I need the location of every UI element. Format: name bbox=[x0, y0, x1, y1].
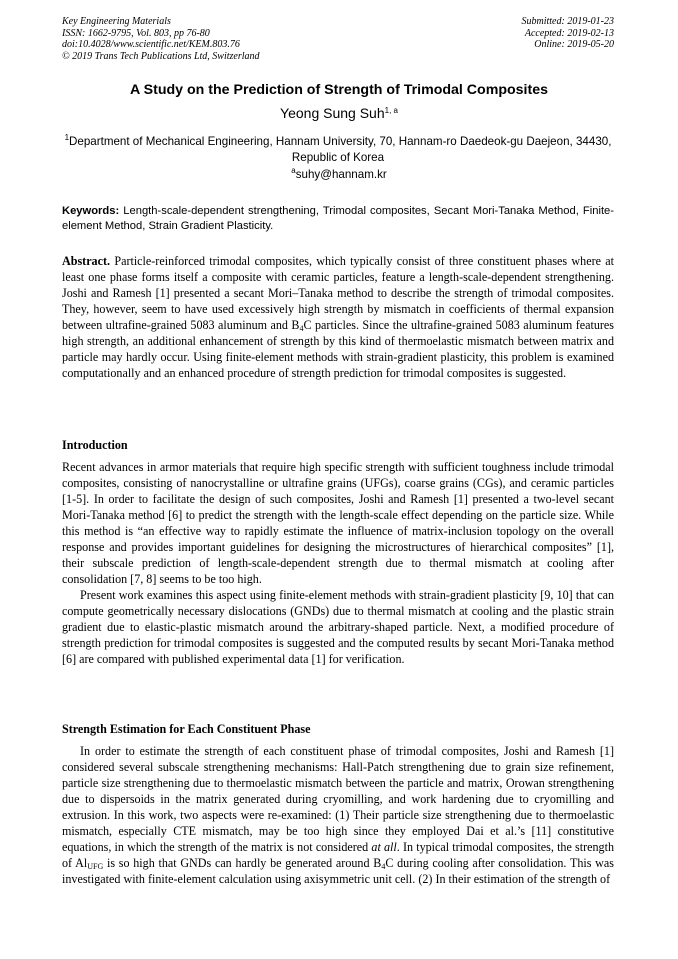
keywords bbox=[62, 204, 614, 233]
keywords-label: Keywords: bbox=[62, 205, 120, 217]
keywords-text: Length-scale-dependent strengthening, Trimodal composites, Secant Mori-Tanaka Method, Finite-element Method, Strain Gradient Plasticity. bbox=[62, 205, 614, 232]
author-mark: 1, a bbox=[384, 106, 398, 115]
strength-body bbox=[62, 743, 614, 887]
affiliation-mark: 1 bbox=[64, 133, 70, 142]
submitted-date: Submitted: 2019-01-23 bbox=[521, 16, 614, 27]
affiliation-text: Department of Mechanical Engineering, Hannam University, 70, Hannam-ro Daedeok-gu Daejeon, 34430, Republic of Korea bbox=[69, 135, 612, 164]
introduction-body bbox=[62, 459, 614, 667]
journal-name: Key Engineering Materials bbox=[62, 16, 171, 27]
publication-dates bbox=[522, 16, 615, 51]
abstract bbox=[62, 253, 614, 381]
author bbox=[0, 105, 678, 121]
email-address: suhy@hannam.kr bbox=[295, 168, 387, 181]
author-name: Yeong Sung Suh bbox=[280, 105, 385, 121]
strength-paragraph bbox=[62, 743, 614, 887]
strength-emphasis: at all bbox=[371, 840, 397, 854]
abstract-text-2: C particles. Since the ultrafine-grained 5083 aluminum features high strength, an additional enhancement of strength by this kind of thermoelastic mismatch between matrix and particle may hardly occur. Using finite-element methods with strain-gradient plasticity, this problem is examined computationally and an enhanced procedure of strength prediction for trimodal composites is suggested. bbox=[62, 318, 615, 380]
strength-text-4: C during cooling after consolidation. This was investigated with finite-element calculation using axisymmetric unit cell. (2) In their estimation of the strength of bbox=[62, 856, 614, 886]
affiliation bbox=[62, 134, 614, 166]
intro-paragraph-2: Present work examines this aspect using finite-element methods with strain-gradient plasticity [9, 10] that can compute geometrically necessary dislocations (GNDs) due to thermal mismatch at cooling and the plastic strain gradient due to elastic-plastic mismatch around the arbitrary-shaped particle. Next, a modified procedure of strength prediction for trimodal composites is suggested and the computed results by secant Mori-Tanaka method [6] are compared with published experimental data [1] for verification. bbox=[62, 588, 614, 666]
email-mark: a bbox=[291, 166, 296, 175]
abstract-text-1: Particle-reinforced trimodal composites, which typically consist of three constituent phases where at least one phase forms itself a composite with ceramic particles, feature a length-scale-dependent strengthening. Joshi and Ramesh [1] presented a secant Mori–Tanaka method to describe the strength of trimodal composites. They, however, seem to have used excessively high strength by mismatch in coefficients of thermal expansion between ultrafine-grained 5083 aluminum and B bbox=[62, 254, 614, 332]
paper-title: A Study on the Prediction of Strength of Trimodal Composites bbox=[129, 82, 549, 98]
intro-paragraph-1: Recent advances in armor materials that require high specific strength with sufficient toughness include trimodal composites, consisting of nanocrystalline or ultrafine grains (UFGs), coarse grains (CGs), and ceramic particles [1-5]. In order to facilitate the design of such composites, Joshi and Ramesh [1] presented a two-level secant Mori-Tanaka method [6] to predict the strength with the length-scale effect depending on the particle size. While this method is “an effective way to rapidly estimate the influence of matrix-inclusion topology on the overall response and provides important guidelines for designing the microstructures of hierarchical composites” [1], their subscale prediction of length-scale-dependent strength due to thermal mismatch at cooling after consolidation [7, 8] seems to be too high. bbox=[62, 460, 614, 586]
strength-text-1: In order to estimate the strength of each constituent phase of trimodal composites, Joshi and Ramesh [1] considered several subscale strengthening mechanisms: Hall-Patch strengthening due to grain size refinement, particle size strengthening due to thermoelastic mismatch between the particle and matrix, Orowan strengthening due to dispersoids in the matrix generated during cryomilling, and work hardening due to cryomilling and extrusion. In this work, two aspects were re-examined: (1) Their particle size strengthening due to thermoelastic mismatch, especially CTE mismatch, may be too high since they employed Dai et al.’s [11] constitutive equations, in which the strength of the matrix is not considered bbox=[62, 744, 614, 854]
email bbox=[0, 168, 678, 181]
online-date: Online: 2019-05-20 bbox=[534, 39, 614, 51]
strength-subscript-ufg: UFG bbox=[87, 862, 104, 871]
abstract-label: Abstract. bbox=[62, 254, 111, 268]
strength-text-2: . In typical trimodal composites, the strength of Al bbox=[62, 840, 614, 870]
strength-heading: Strength Estimation for Each Constituent Phase bbox=[62, 722, 311, 736]
copyright: © 2019 Trans Tech Publications Ltd, Switzerland bbox=[62, 50, 260, 62]
accepted-date: Accepted: 2019-02-13 bbox=[524, 27, 614, 39]
abstract-subscript: 4 bbox=[299, 324, 304, 333]
strength-subscript-4: 4 bbox=[381, 862, 386, 871]
journal-info bbox=[62, 16, 260, 62]
doi: doi:10.4028/www.scientific.net/KEM.803.76 bbox=[62, 39, 240, 51]
issn: ISSN: 1662-9795, Vol. 803, pp 76-80 bbox=[62, 27, 210, 39]
introduction-heading: Introduction bbox=[62, 438, 128, 452]
strength-text-3: is so high that GNDs can hardly be generated around B bbox=[103, 856, 382, 870]
